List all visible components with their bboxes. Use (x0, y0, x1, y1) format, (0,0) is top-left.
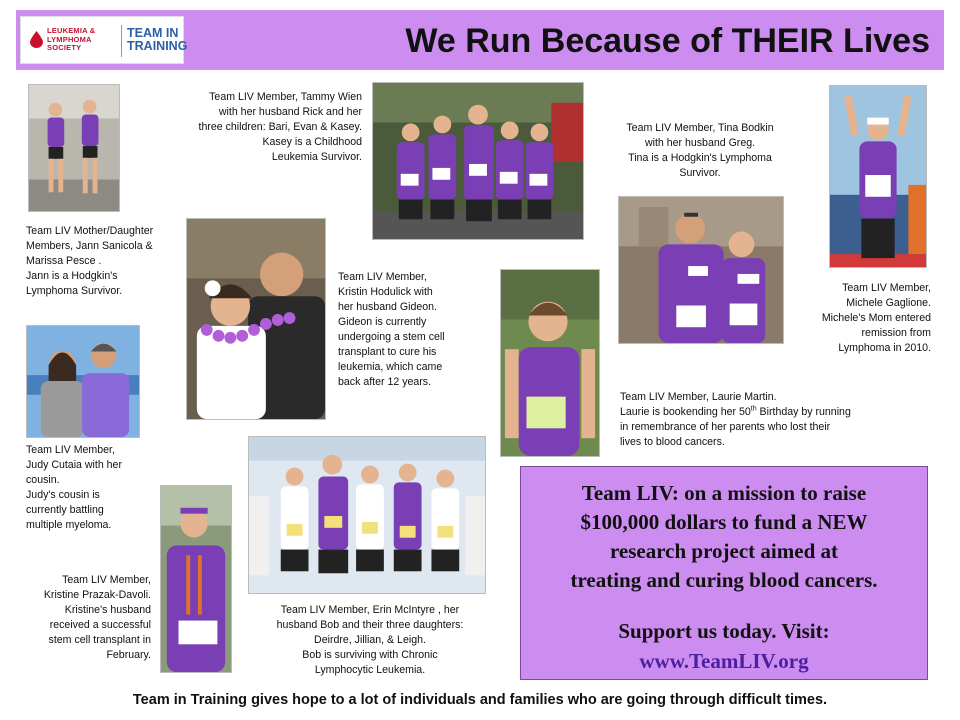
blood-drop-icon (30, 31, 43, 48)
caption-jann: Team LIV Mother/Daughter Members, Jann Sanicola & Marissa Pesce . Jann is a Hodgkin's Lymphoma Survivor. (26, 225, 154, 297)
footer-message: Team in Training gives hope to a lot of individuals and families who are going through difficult times. (132, 692, 828, 708)
lls-team-in-training-logo (20, 16, 188, 64)
teamliv-url-link[interactable]: www.TeamLIV.org (639, 649, 809, 673)
photo-jann-marissa (28, 84, 120, 212)
photo-kristin-gideon (186, 218, 326, 420)
caption-kristine: Team LIV Member, Kristine Prazak-Davoli. Kristine's husband received a successful stem cell transplant in February. (43, 574, 151, 661)
caption-tina: Team LIV Member, Tina Bodkin with her husband Greg. Tina is a Hodgkin's Lymphoma Survivor. (626, 122, 774, 179)
logo-divider (121, 25, 122, 57)
photo-michele (829, 85, 927, 268)
mission-box (520, 466, 928, 680)
caption-tammy: Team LIV Member, Tammy Wien with her husband Rick and her three children: Bari, Evan & Kasey. Kasey is a Childhood Leukemia Survivor. (198, 91, 362, 163)
support-text: Support us today. Visit: (618, 619, 830, 643)
caption-kristin: Team LIV Member, Kristin Hodulick with her husband Gideon. Gideon is currently undergoing a stem cell transplant to cure his leukemia, which came back after 12 years. (338, 271, 445, 388)
mission-statement: Team LIV: on a mission to raise $100,000 dollars to fund a NEW research project aimed at treating and curing blood cancers. (570, 481, 878, 592)
photo-tina-greg (618, 196, 784, 344)
photo-kristine (160, 485, 232, 673)
photo-laurie (500, 269, 600, 457)
caption-judy: Team LIV Member, Judy Cutaia with her cousin. Judy's cousin is currently battling multiple myeloma. (26, 444, 122, 531)
caption-laurie: Team LIV Member, Laurie Martin. Laurie is bookending her 50th Birthday by running in remembrance of her parents who lost their lives to blood cancers. (620, 391, 851, 448)
photo-erin-family (248, 436, 486, 594)
caption-michele: Team LIV Member, Michele Gaglione. Michele's Mom entered remission from Lymphoma in 2010. (821, 282, 931, 354)
tnt-wordmark: TEAM IN TRAINING (127, 26, 188, 53)
caption-erin: Team LIV Member, Erin McIntyre , her husband Bob and their three daughters: Deirdre, Jillian, & Leigh. Bob is surviving with Chronic Lymphocytic Leukemia. (276, 604, 464, 676)
photo-tammy-family (372, 82, 584, 240)
page-title: We Run Because of THEIR Lives (405, 22, 930, 60)
lls-wordmark: LEUKEMIA & LYMPHOMA SOCIETY (47, 26, 96, 52)
photo-judy-cousin (26, 325, 140, 438)
